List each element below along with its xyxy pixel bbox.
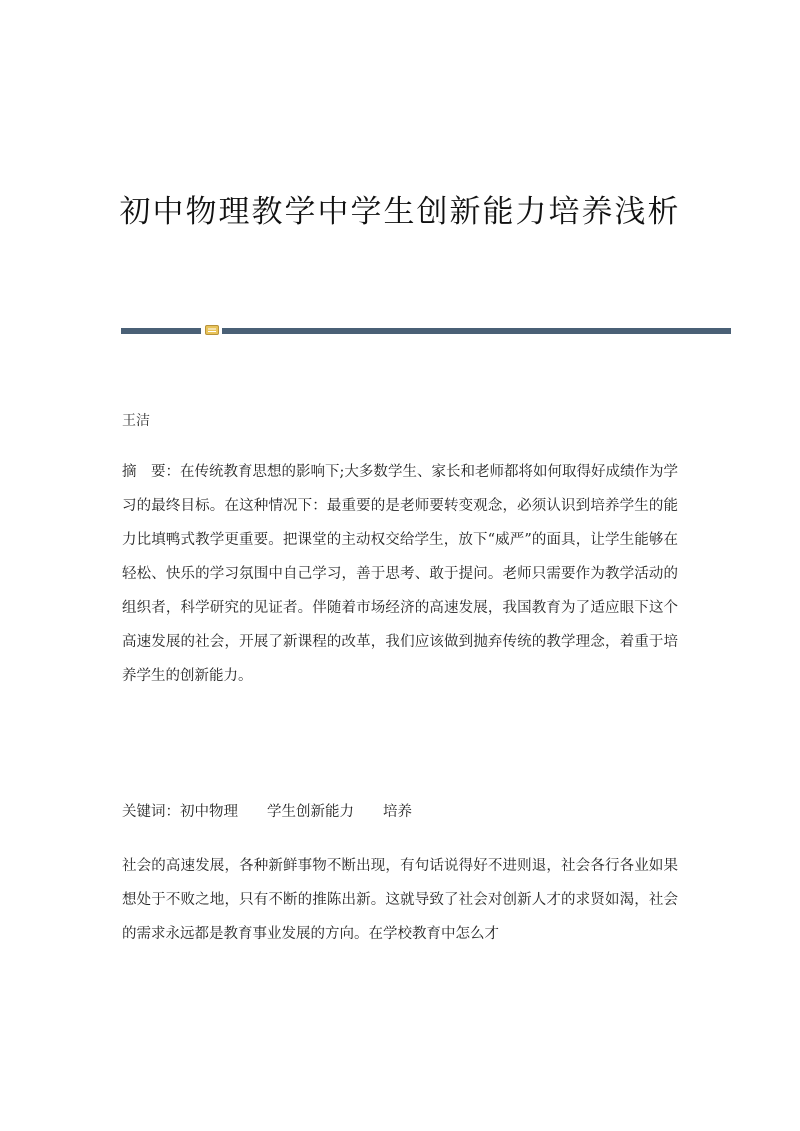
author-name: 王洁 [122,413,150,429]
keywords-line: 关键词：初中物理 学生创新能力 培养 [122,804,412,820]
divider-ornament-icon [205,325,219,335]
divider-bar-left [121,328,201,334]
title-divider [121,325,731,335]
body-paragraph: 社会的高速发展，各种新鲜事物不断出现，有句话说得好不进则退，社会各行各业如果想处于不败之地，只有不断的推陈出新。这就导致了社会对创新人才的求贤如渴，社会的需求永远都是教育事业发展的方向。在学校教育中怎么才 [122,858,678,942]
divider-bar-right [222,328,731,334]
abstract-paragraph: 摘 要：在传统教育思想的影响下;大多数学生、家长和老师都将如何取得好成绩作为学习的最终目标。在这种情况下：最重要的是老师要转变观念，必须认识到培养学生的能力比填鸭式教学更重要。把课堂的主动权交给学生，放下“威严”的面具，让学生能够在轻松、快乐的学习氛围中自己学习，善于思考、敢于提问。老师只需要作为教学活动的组织者，科学研究的见证者。伴随着市场经济的高速发展，我国教育为了适应眼下这个高速发展的社会，开展了新课程的改革，我们应该做到抛弃传统的教学理念，着重于培养学生的创新能力。 [122,464,678,684]
page-title: 初中物理教学中学生创新能力培养浅析 [119,194,681,230]
